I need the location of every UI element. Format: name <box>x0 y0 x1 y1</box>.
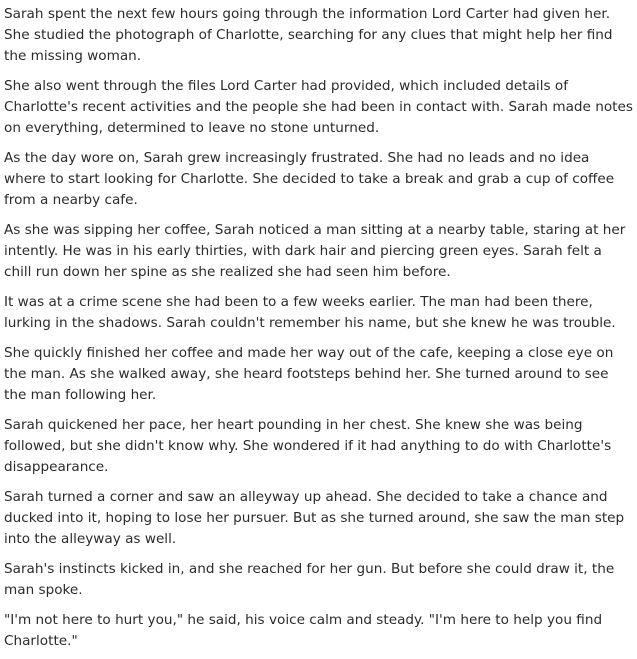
paragraph: She quickly finished her coffee and made her way out of the cafe, keeping a close eye on the man. As she walked away, she heard footsteps behind her. She turned around to see the man following her. <box>4 345 614 403</box>
paragraph: As she was sipping her coffee, Sarah noticed a man sitting at a nearby table, staring at her intently. He was in his early thirties, with dark hair and piercing green eyes. Sarah felt a chill run down her spine as she realized she had seen him before. <box>4 222 626 280</box>
paragraph: "I'm not here to hurt you," he said, his voice calm and steady. "I'm here to help you find Charlotte." <box>4 612 603 649</box>
paragraph: It was at a crime scene she had been to a few weeks earlier. The man had been there, lurking in the shadows. Sarah couldn't remember his name, but she knew he was trouble. <box>4 294 616 331</box>
paragraph: Sarah's instincts kicked in, and she reached for her gun. But before she could draw it, the man spoke. <box>4 561 615 598</box>
paragraph: Sarah spent the next few hours going through the information Lord Carter had given her. She studied the photograph of Charlotte, searching for any clues that might help her find the missing woman. <box>4 6 613 64</box>
paragraph: Sarah turned a corner and saw an alleyway up ahead. She decided to take a chance and ducked into it, hoping to lose her pursuer. But as she turned around, she saw the man step into the alleyway as well. <box>4 489 625 547</box>
paragraph: As the day wore on, Sarah grew increasingly frustrated. She had no leads and no idea where to start looking for Charlotte. She decided to take a break and grab a cup of coffee from a nearby cafe. <box>4 150 615 208</box>
paragraph: She also went through the files Lord Carter had provided, which included details of Charlotte's recent activities and the people she had been in contact with. Sarah made notes on everything, determined to leave no stone unturned. <box>4 78 633 136</box>
paragraph: Sarah quickened her pace, her heart pounding in her chest. She knew she was being followed, but she didn't know why. She wondered if it had anything to do with Charlotte's disappearance. <box>4 417 612 475</box>
